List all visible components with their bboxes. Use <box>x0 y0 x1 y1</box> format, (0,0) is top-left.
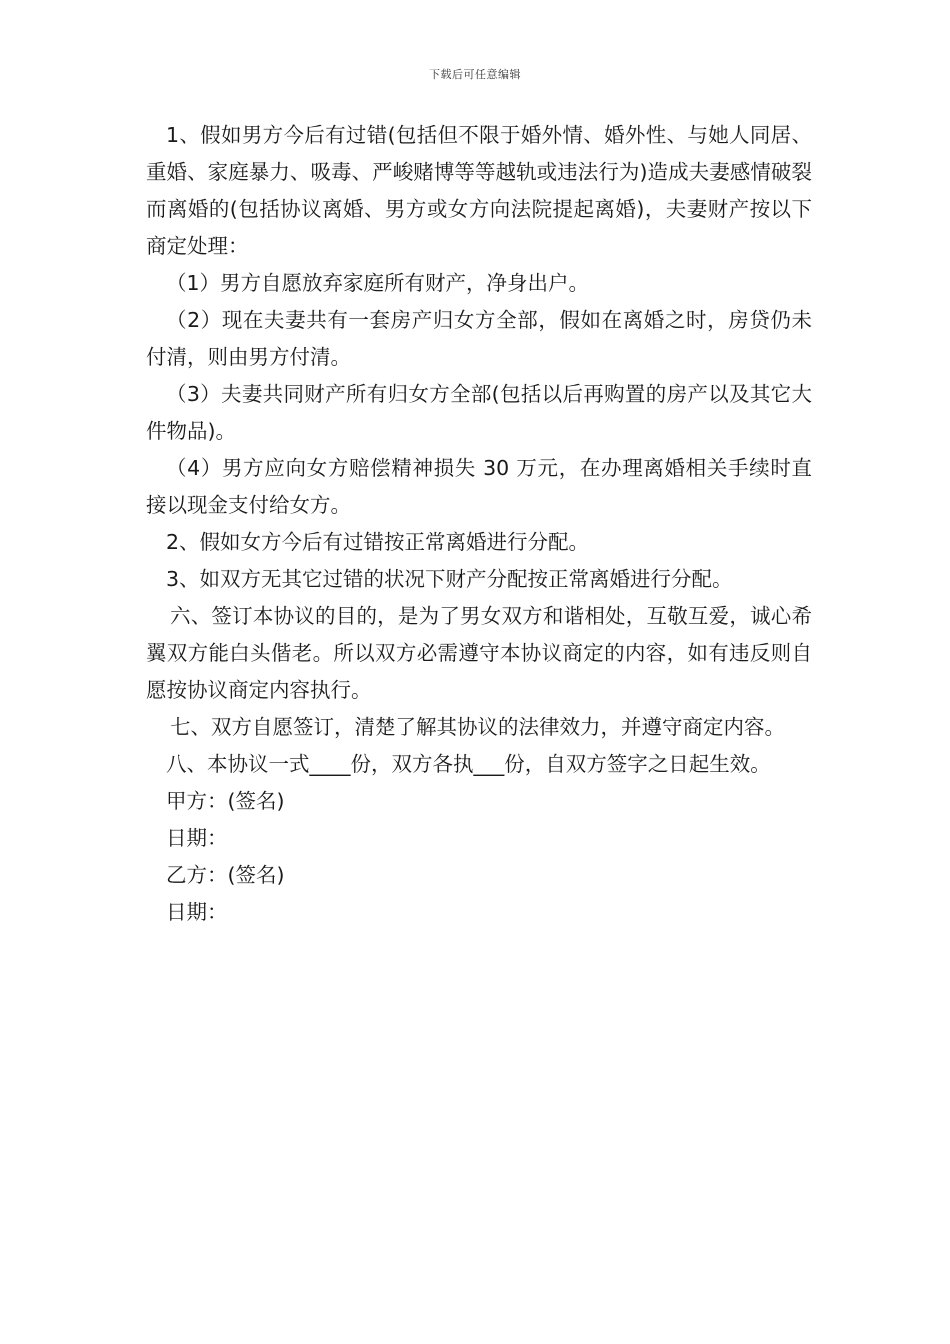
section-7: 七、双方自愿签订，清楚了解其协议的法律效力，并遵守商定内容。 <box>170 715 785 739</box>
document-body <box>146 117 812 931</box>
clause-1-item-3: （3）夫妻共同财产所有归女方全部(包括以后再购置的房产以及其它大件物品)。 <box>146 382 812 443</box>
section-6: 六、签订本协议的目的，是为了男女双方和谐相处，互敬互爱，诚心希翼双方能白头偕老。所以双方必需遵守本协议商定的内容，如有违反则自愿按协议商定内容执行。 <box>146 604 812 702</box>
clause-1-item-4: （4）男方应向女方赔偿精神损失 30 万元，在办理离婚相关手续时直接以现金支付给女方。 <box>146 456 812 517</box>
section-8: 八、本协议一式____份，双方各执___份，自双方签字之日起生效。 <box>166 752 771 776</box>
clause-1: 1、假如男方今后有过错(包括但不限于婚外情、婚外性、与她人同居、重婚、家庭暴力、吸毒、严峻赌博等等越轨或违法行为)造成夫妻感情破裂而离婚的(包括协议离婚、男方或女方向法院提起离婚)，夫妻财产按以下商定处理： <box>146 123 812 258</box>
party-a-signature: 甲方：(签名) <box>166 789 285 813</box>
party-b-date: 日期： <box>166 900 228 924</box>
clause-2: 2、假如女方今后有过错按正常离婚进行分配。 <box>166 530 590 554</box>
page-header: 下载后可任意编辑 <box>429 68 521 81</box>
party-a-date: 日期： <box>166 826 228 850</box>
party-b-signature: 乙方：(签名) <box>166 863 285 887</box>
clause-1-item-2: （2）现在夫妻共有一套房产归女方全部，假如在离婚之时，房贷仍未付清，则由男方付清。 <box>146 308 812 369</box>
clause-1-item-1: （1）男方自愿放弃家庭所有财产，净身出户。 <box>166 271 590 295</box>
clause-3: 3、如双方无其它过错的状况下财产分配按正常离婚进行分配。 <box>166 567 733 591</box>
